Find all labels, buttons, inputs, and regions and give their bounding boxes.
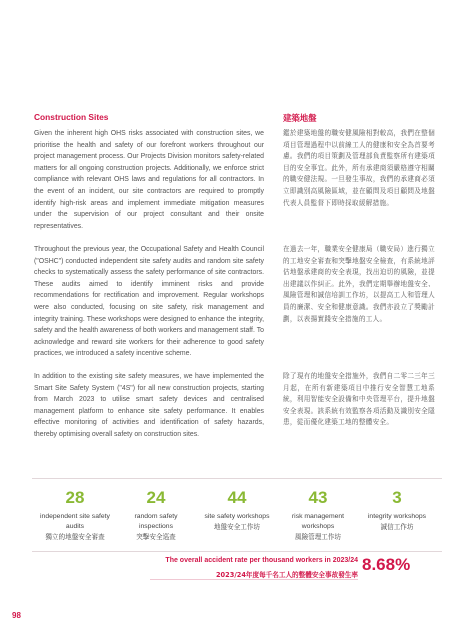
paragraph-zh-3: 除了現有的地盤安全措施外，我們自二零二三年三月起，在所有新建築項目中推行安全智慧工地系統，利用智能安全設備和中央管理平台，提升地盤安全表現。該系統有效監察各項活動及識別安全隱患，從而優化建築工地的整體安全。	[283, 372, 435, 427]
accident-rate-label-zh: 2023/24年度每千名工人的整體安全事故發生率	[215, 571, 358, 579]
stat-label: risk management workshops	[291, 513, 345, 530]
stat-label-zh: 地盤安全工作坊	[213, 523, 261, 531]
stat-integrity-workshops	[358, 489, 436, 533]
page-number: 98	[12, 611, 21, 620]
stat-value: 43	[308, 488, 328, 507]
stat-value: 3	[392, 488, 402, 507]
stat-label: random safety inspections	[134, 513, 178, 530]
stat-label-zh: 風險管理工作坊	[294, 533, 342, 541]
stat-label-zh: 誠信工作坊	[380, 523, 414, 531]
statistics-panel	[32, 478, 442, 552]
stat-site-safety-audits	[36, 489, 114, 543]
accident-rate-divider	[150, 579, 358, 580]
stat-site-safety-workshops	[198, 489, 276, 533]
paragraph-zh-1: 鑑於建築地盤的職安健風險相對較高，我們在整個項目管理過程中以前線工人的健康和安全為首要考慮。我們的項目策劃及管理部負責監察所有建築項目的安全事宜。此外，所有承建商須嚴格遵守相關的職安健法規。一旦發生事故，我們的承建商必須立即識別高風險區域，並在顧問及項目顧問及地盤代表人員監督下即時採取緩解措施。	[283, 129, 435, 207]
paragraph-en-3: In addition to the existing site safety measures, we have implemented the Smart Site Safety System ("4S") for all new construction projects, starting from March 2023 to utilise smart safety devices and centralised management platform to enhance site safety performance. It enables effective monitoring of activities and identification of safety hazards, thereby optimising overall safety on construction sites.	[34, 373, 264, 438]
section-heading-en: Construction Sites	[34, 112, 109, 122]
stat-risk-management-workshops	[279, 489, 357, 543]
stat-label: integrity workshops	[367, 513, 427, 520]
stat-random-inspections	[117, 489, 195, 543]
stat-label: independent site safety audits	[40, 513, 110, 530]
stat-label: site safety workshops	[204, 513, 270, 520]
paragraph-en-1: Given the inherent high OHS risks associated with construction sites, we prioritise the health and safety of our forefront workers throughout our project management process. Our Projects Division monitors safety-related matters for all ongoing construction projects. Additionally, we enforce strict compliance with relevant OHS laws and regulations for all contractors. In the event of an incident, our site contractors are required to promptly identify high-risk areas and implement immediate mitigation measures under the supervision of our project consultant and their onsite representatives.	[34, 130, 264, 230]
paragraph-zh-2: 在過去一年，職業安全健康局（職安局）進行獨立的工地安全審查和突擊地盤安全檢查，有系統地評估地盤承建商的安全表現，找出迫切的風險，並提出建議以作糾正。此外，我們定期舉辦地盤安全、風險管理和誠信培訓工作坊，以提高工人和管理人員的廉潔、安全和健康意識。我們亦設立了獎勵計劃，以表揚實踐安全措施的工人。	[283, 245, 435, 323]
stat-label-zh: 突擊安全巡查	[136, 533, 176, 541]
stat-value: 24	[146, 488, 166, 507]
accident-rate-label: The overall accident rate per thousand workers in 2023/24	[165, 557, 358, 564]
stat-label-zh: 獨立的地盤安全審查	[45, 533, 105, 541]
accident-rate-value: 8.68%	[362, 555, 411, 574]
paragraph-en-2: Throughout the previous year, the Occupational Safety and Health Council ("OSHC") conducted independent site safety audits and random site safety checks to systematically assess the safety performance of site contractors. These audits aimed to identify imminent risks and provide recommendations for rectification and improvement. Regular workshops were also conducted, focusing on site safety, risk management and integrity training. These workshops were designed to enhance the integrity, safety and the health awareness of both workers and management staff. To acknowledge and reward site workers for their adherence to good safety practices, we introduced a safety incentive scheme.	[34, 246, 264, 358]
stat-value: 44	[227, 488, 247, 507]
stat-value: 28	[65, 488, 85, 507]
section-heading-zh: 建築地盤	[283, 113, 317, 123]
